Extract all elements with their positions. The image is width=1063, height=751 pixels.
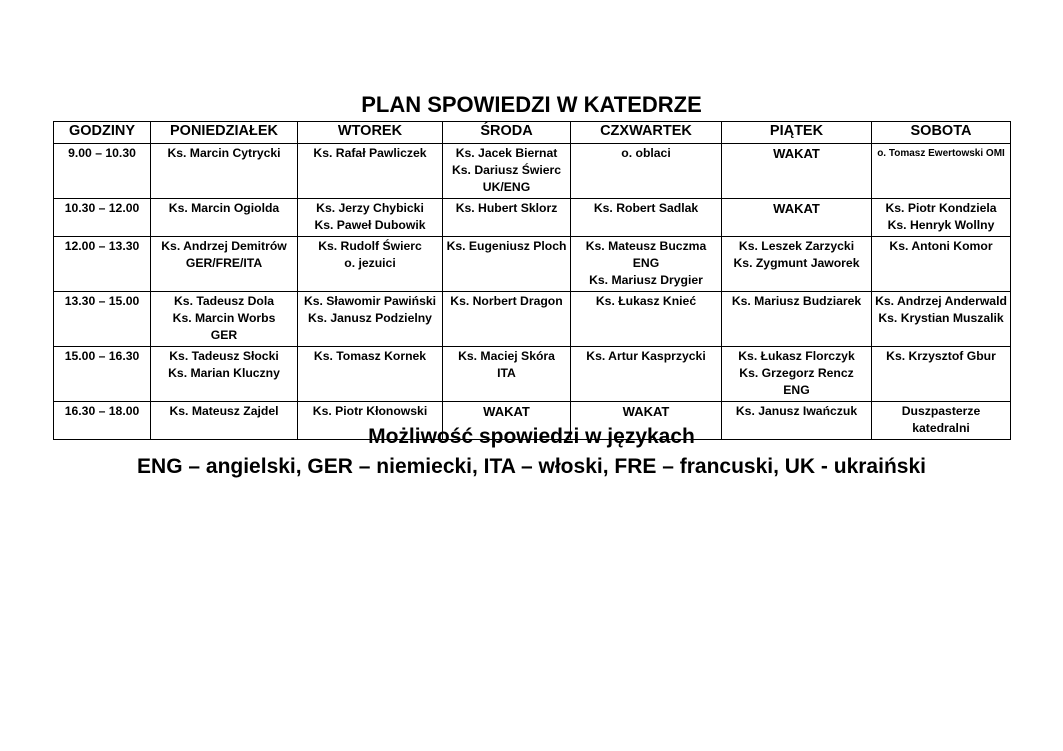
schedule-cell [151, 347, 298, 402]
cell-line: Ks. Sławomir Pawiński [303, 294, 437, 308]
cell-line: WAKAT [483, 404, 530, 419]
cell-line: Ks. Marcin Ogiolda [168, 201, 280, 215]
cell-line: ENG [632, 256, 660, 270]
cell-line: UK/ENG [482, 180, 531, 194]
cell-line: Ks. Maciej Skóra [458, 349, 555, 363]
cell-line: Ks. Łukasz Florczyk [738, 349, 855, 363]
schedule-cell [722, 292, 872, 347]
cell-line: WAKAT [773, 146, 820, 161]
column-header-thursday: CZXWARTEK [571, 122, 722, 144]
cell-line: Ks. Leszek Zarzycki [738, 239, 855, 253]
schedule-cell [298, 237, 443, 292]
column-header-monday: PONIEDZIAŁEK [151, 122, 298, 144]
schedule-cell [443, 144, 571, 199]
cell-line: Ks. Henryk Wollny [887, 218, 995, 232]
table-row [54, 347, 1011, 402]
column-header-tuesday: WTOREK [298, 122, 443, 144]
cell-line: Ks. Mariusz Budziarek [731, 294, 862, 308]
schedule-cell [443, 292, 571, 347]
cell-line: o. oblaci [621, 146, 671, 160]
time-cell: 16.30 – 18.00 [54, 402, 151, 440]
cell-line: Ks. Tomasz Kornek [313, 349, 427, 363]
schedule-cell [443, 347, 571, 402]
column-header-hours: GODZINY [54, 122, 151, 144]
schedule-cell [151, 237, 298, 292]
table-row [54, 199, 1011, 237]
cell-line: Ks. Hubert Sklorz [455, 201, 558, 215]
schedule-cell [571, 347, 722, 402]
languages-heading: Możliwość spowiedzi w językach [368, 425, 695, 448]
cell-line: Ks. Marian Kluczny [168, 366, 280, 380]
schedule-cell [298, 347, 443, 402]
schedule-cell [872, 347, 1011, 402]
cell-line: katedralni [912, 421, 970, 435]
time-cell: 10.30 – 12.00 [54, 199, 151, 237]
cell-line: Ks. Dariusz Świerc [451, 163, 562, 177]
cell-line: GER/FRE/ITA [185, 256, 263, 270]
cell-line: ENG [783, 383, 810, 397]
schedule-cell [872, 292, 1011, 347]
schedule-cell [872, 199, 1011, 237]
cell-line: Ks. Zygmunt Jaworek [733, 256, 860, 270]
cell-line: Ks. Piotr Kłonowski [312, 404, 428, 418]
time-cell: 12.00 – 13.30 [54, 237, 151, 292]
table-row [54, 292, 1011, 347]
schedule-cell [151, 292, 298, 347]
cell-line: GER [210, 328, 238, 342]
cell-line: Ks. Jacek Biernat [455, 146, 558, 160]
time-cell: 13.30 – 15.00 [54, 292, 151, 347]
cell-line: Ks. Andrzej Anderwald [875, 294, 1007, 308]
cell-line: WAKAT [622, 404, 670, 419]
cell-line: Ks. Marcin Worbs [172, 311, 276, 325]
cell-line: Ks. Paweł Dubowik [314, 218, 426, 232]
cell-line: Ks. Eugeniusz Ploch [446, 239, 567, 253]
cell-line: o. jezuici [344, 256, 396, 270]
cell-line: Ks. Artur Kasprzycki [586, 349, 706, 363]
cell-line: Ks. Andrzej Demitrów [161, 239, 287, 253]
confession-schedule-table [53, 121, 1011, 440]
cell-line: Ks. Antoni Komor [889, 239, 993, 253]
cell-line: Ks. Tadeusz Słocki [169, 349, 279, 363]
table-header-row [54, 122, 1011, 144]
cell-line: Duszpasterze [901, 404, 981, 418]
cell-line: Ks. Rafał Pawliczek [313, 146, 427, 160]
schedule-cell [151, 199, 298, 237]
cell-line: Ks. Piotr Kondziela [885, 201, 997, 215]
page-title: PLAN SPOWIEDZI W KATEDRZE [361, 92, 702, 117]
cell-line: Ks. Krystian Muszalik [878, 311, 1004, 325]
schedule-cell [298, 292, 443, 347]
time-cell: 15.00 – 16.30 [54, 347, 151, 402]
schedule-cell [722, 144, 872, 199]
cell-line: Ks. Łukasz Knieć [595, 294, 697, 308]
schedule-cell [571, 292, 722, 347]
cell-line: WAKAT [773, 201, 820, 216]
table-row [54, 237, 1011, 292]
schedule-cell [872, 144, 1011, 199]
column-header-wednesday: ŚRODA [443, 122, 571, 144]
column-header-friday: PIĄTEK [722, 122, 872, 144]
schedule-cell [298, 199, 443, 237]
cell-line: Ks. Janusz Iwańczuk [735, 404, 858, 418]
column-header-saturday: SOBOTA [872, 122, 1011, 144]
schedule-cell [571, 144, 722, 199]
cell-line: o. Tomasz Ewertowski OMI [877, 148, 1005, 159]
cell-line: Ks. Jerzy Chybicki [316, 201, 424, 215]
schedule-cell [298, 144, 443, 199]
schedule-cell [443, 237, 571, 292]
schedule-cell [151, 144, 298, 199]
schedule-cell [722, 347, 872, 402]
table-row [54, 144, 1011, 199]
languages-legend: ENG – angielski, GER – niemiecki, ITA – włoski, FRE – francuski, UK - ukraiński [137, 455, 926, 478]
schedule-cell [443, 199, 571, 237]
cell-line: Ks. Mateusz Buczma [585, 239, 707, 253]
cell-line: Ks. Robert Sadlak [593, 201, 699, 215]
cell-line: Ks. Janusz Podzielny [308, 311, 432, 325]
schedule-cell [872, 237, 1011, 292]
time-cell: 9.00 – 10.30 [54, 144, 151, 199]
cell-line: Ks. Grzegorz Rencz [739, 366, 854, 380]
cell-line: Ks. Tadeusz Dola [173, 294, 274, 308]
schedule-cell [571, 237, 722, 292]
cell-line: Ks. Rudolf Świerc [318, 239, 422, 253]
cell-line: Ks. Krzysztof Gbur [886, 349, 996, 363]
cell-line: ITA [497, 366, 516, 380]
cell-line: Ks. Marcin Cytrycki [167, 146, 281, 160]
schedule-cell [571, 199, 722, 237]
schedule-cell [722, 237, 872, 292]
cell-line: Ks. Norbert Dragon [450, 294, 563, 308]
cell-line: Ks. Mateusz Zajdel [169, 404, 279, 418]
schedule-cell [722, 199, 872, 237]
cell-line: Ks. Mariusz Drygier [589, 273, 703, 287]
